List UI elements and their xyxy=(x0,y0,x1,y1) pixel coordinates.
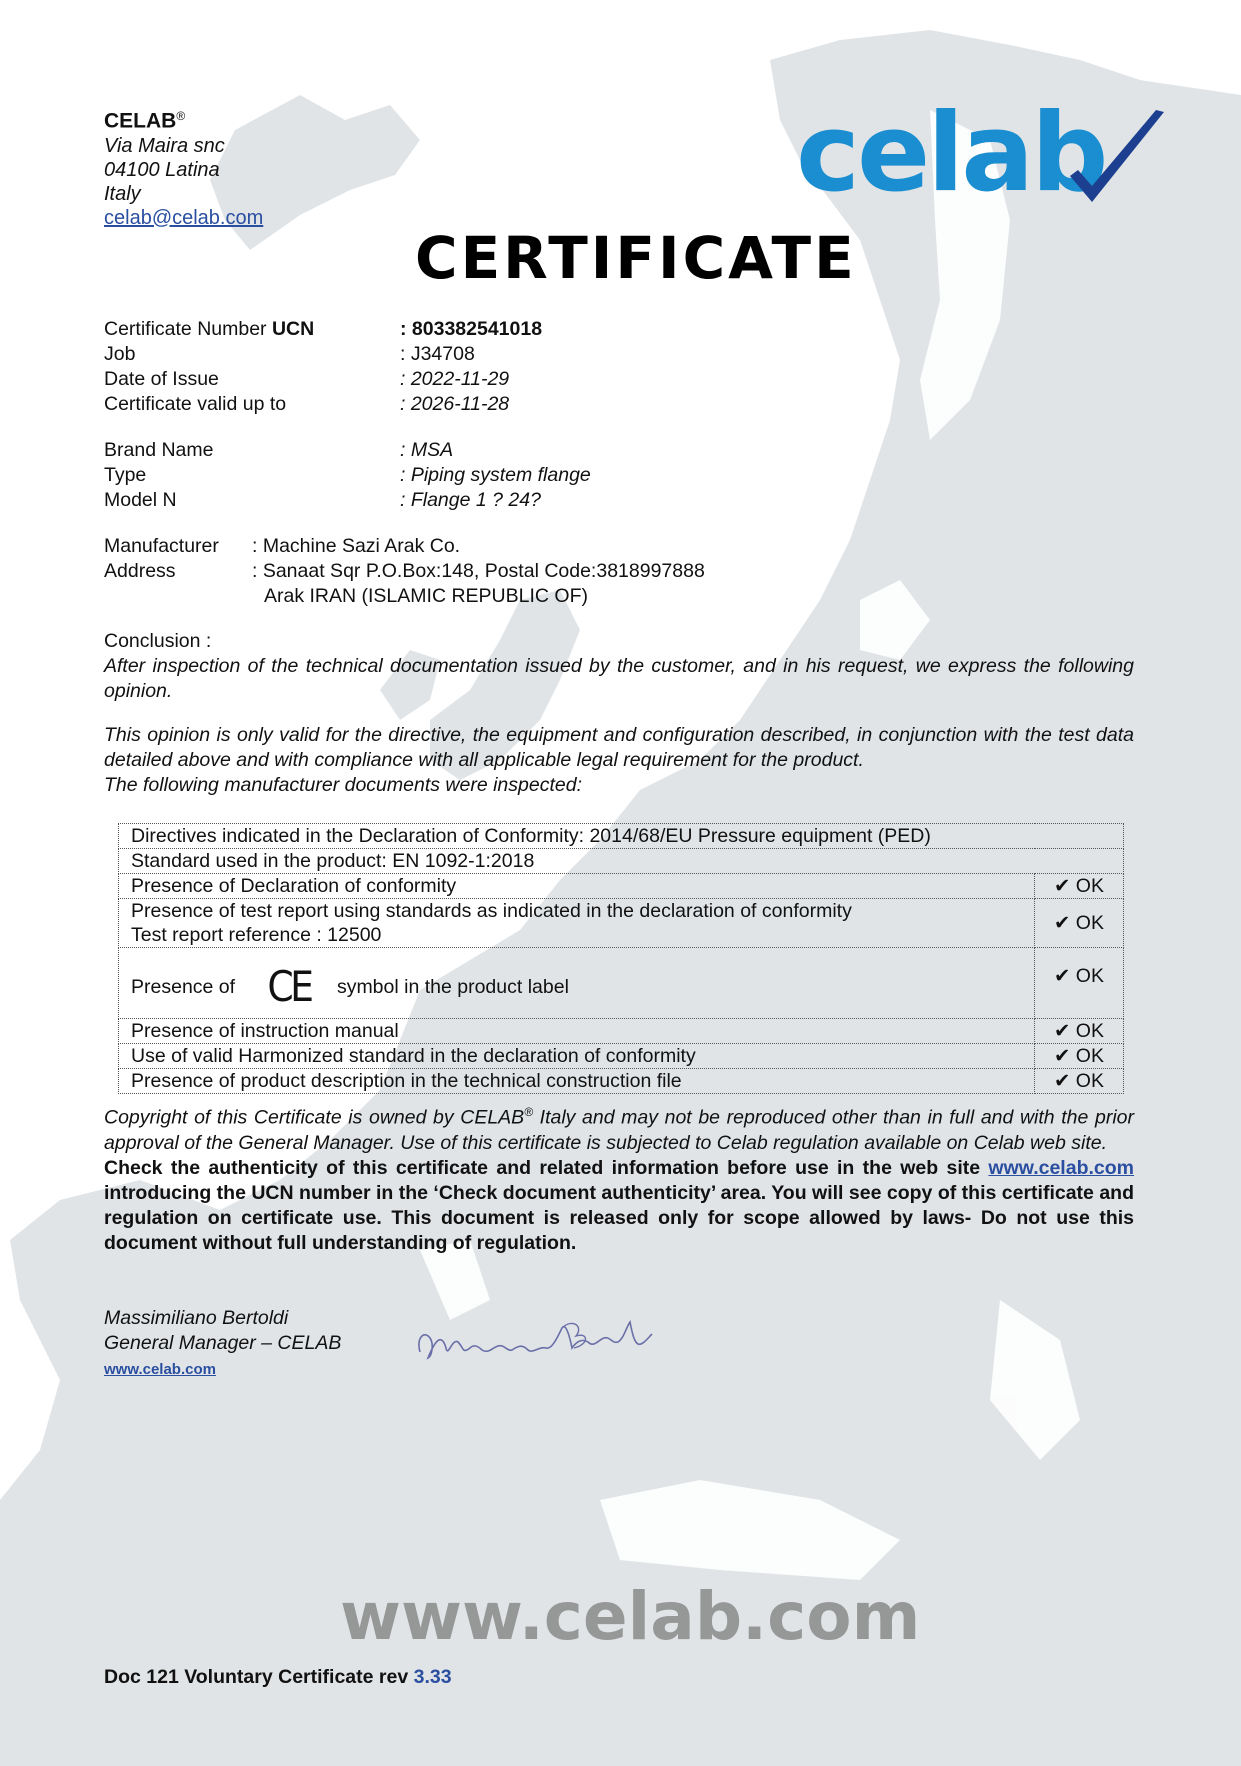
info-row xyxy=(104,367,542,392)
table-row xyxy=(119,849,1124,874)
check-item-subtext: Test report reference : 12500 xyxy=(131,924,382,946)
signer-name: Massimiliano Bertoldi xyxy=(104,1307,289,1329)
check-item-text: symbol in the product label xyxy=(336,975,569,998)
copyright-text: Italy and may not be reproduced other than in full and with the prior approval of the General Manager. Use of this certificate is subjected to Celab regulation available on Celab web site. xyxy=(104,1106,1134,1154)
info-label-ucn: UCN xyxy=(271,318,315,340)
info-row xyxy=(104,392,542,417)
certificate-title: CERTIFICATE xyxy=(415,224,857,292)
valid-until-date: : 2026-11-28 xyxy=(400,393,510,415)
info-label: Brand Name xyxy=(104,439,214,461)
registered-mark: ® xyxy=(524,1105,534,1119)
ok-status: ✔ OK xyxy=(1035,1069,1124,1094)
job-number: : J34708 xyxy=(400,343,475,365)
ok-status: ✔ OK xyxy=(1035,1044,1124,1069)
info-label: Model N xyxy=(104,489,177,511)
conclusion-heading: Conclusion : xyxy=(104,630,212,652)
table-row xyxy=(119,948,1124,1019)
info-label: Certificate valid up to xyxy=(104,393,287,415)
signer-role: General Manager – CELAB xyxy=(104,1332,342,1354)
footer-text: Doc 121 Voluntary Certificate rev xyxy=(104,1666,414,1688)
ok-status: ✔ OK xyxy=(1035,874,1124,899)
brand-name-value: : MSA xyxy=(400,439,454,461)
table-row xyxy=(119,1044,1124,1069)
standard-cell: Standard used in the product: EN 1092-1:2018 xyxy=(119,849,1124,874)
table-row xyxy=(119,1069,1124,1094)
authenticity-text: introducing the UCN number in the ‘Check document authenticity’ area. You will see copy of this certificate and regulation on certificate use. This document is released only for scope allowed by laws- Do not use this document without full understanding of regulation. xyxy=(104,1181,1134,1254)
signer-block xyxy=(104,1306,341,1382)
info-row xyxy=(104,463,591,488)
manufacturer-value: : Machine Sazi Arak Co. xyxy=(252,535,461,557)
info-label: Type xyxy=(104,464,147,486)
issuer-block xyxy=(104,104,263,230)
check-item: Presence of Declaration of conformity xyxy=(119,874,1035,899)
certificate-info xyxy=(104,317,542,417)
copyright-paragraph xyxy=(104,1100,1134,1156)
manufacturer-info xyxy=(104,534,705,609)
model-value: : Flange 1 ? 24? xyxy=(400,489,541,511)
document-footer xyxy=(104,1666,452,1689)
logo-wordmark: celab xyxy=(796,91,1106,216)
check-item: Presence of product description in the technical construction file xyxy=(119,1069,1035,1094)
handwritten-signature xyxy=(412,1308,662,1368)
conclusion-section xyxy=(104,629,1134,798)
issue-date: : 2022-11-29 xyxy=(400,368,510,390)
conclusion-paragraph: This opinion is only valid for the directive, the equipment and configuration described, in conjunction with the test data detailed above and with compliance with all applicable legal requirement for the product. xyxy=(104,724,1134,771)
address-value: : Sanaat Sqr P.O.Box:148, Postal Code:3818997888 xyxy=(252,560,705,582)
ce-mark-icon: CE xyxy=(267,962,311,1012)
check-item xyxy=(119,948,1035,1019)
footer-version: 3.33 xyxy=(413,1666,452,1688)
info-row xyxy=(104,342,542,367)
info-label: Manufacturer xyxy=(104,535,219,557)
authenticity-paragraph xyxy=(104,1156,1134,1256)
issuer-name: CELAB xyxy=(104,109,177,133)
check-item-text: Presence of test report using standards as indicated in the declaration of conformity xyxy=(131,900,852,922)
address-value-line2: Arak IRAN (ISLAMIC REPUBLIC OF) xyxy=(264,585,588,607)
certificate-number: : 803382541018 xyxy=(400,318,543,340)
copyright-section xyxy=(104,1100,1134,1256)
ok-status: ✔ OK xyxy=(1035,1019,1124,1044)
ok-status: ✔ OK xyxy=(1035,948,1124,1019)
celab-website-link[interactable]: www.celab.com xyxy=(988,1156,1134,1179)
issuer-email-link[interactable]: celab@celab.com xyxy=(104,206,264,229)
issuer-address-line: 04100 Latina xyxy=(104,158,220,181)
issuer-address-line: Via Maira snc xyxy=(104,134,225,157)
authenticity-text: Check the authenticity of this certificate and related information before use in the web site xyxy=(104,1156,989,1179)
info-row xyxy=(104,317,542,342)
registered-mark: ® xyxy=(176,109,186,123)
check-item: Use of valid Harmonized standard in the declaration of conformity xyxy=(119,1044,1035,1069)
info-row xyxy=(104,559,705,584)
table-row xyxy=(119,824,1124,849)
checkmark-logo-icon xyxy=(1052,106,1172,216)
table-row xyxy=(119,899,1124,948)
table-row xyxy=(119,874,1124,899)
check-item-text: Presence of xyxy=(131,975,236,998)
info-row xyxy=(104,438,591,463)
celab-logo xyxy=(796,91,1166,220)
info-row xyxy=(104,488,591,513)
ok-status: ✔ OK xyxy=(1035,899,1124,948)
table-row xyxy=(119,1019,1124,1044)
type-value: : Piping system flange xyxy=(400,464,591,486)
info-label: Job xyxy=(104,343,136,365)
info-label: Address xyxy=(104,560,176,582)
product-info xyxy=(104,438,591,513)
conclusion-paragraph: The following manufacturer documents were inspected: xyxy=(104,774,582,796)
directives-cell: Directives indicated in the Declaration of Conformity: 2014/68/EU Pressure equipment (PED) xyxy=(119,824,1124,849)
check-item xyxy=(119,899,1035,948)
inspection-table xyxy=(118,823,1124,1094)
website-watermark: www.celab.com xyxy=(340,1578,921,1655)
info-row xyxy=(104,534,705,559)
info-row xyxy=(104,584,705,609)
conclusion-paragraph: After inspection of the technical documentation issued by the customer, and in his request, we express the following opinion. xyxy=(104,655,1134,702)
copyright-text: Copyright of this Certificate is owned by CELAB xyxy=(104,1106,525,1129)
info-label: Certificate Number xyxy=(104,318,272,340)
info-label: Date of Issue xyxy=(104,368,219,390)
signer-website-link[interactable]: www.celab.com xyxy=(104,1361,216,1378)
issuer-address-line: Italy xyxy=(104,182,141,205)
check-item: Presence of instruction manual xyxy=(119,1019,1035,1044)
